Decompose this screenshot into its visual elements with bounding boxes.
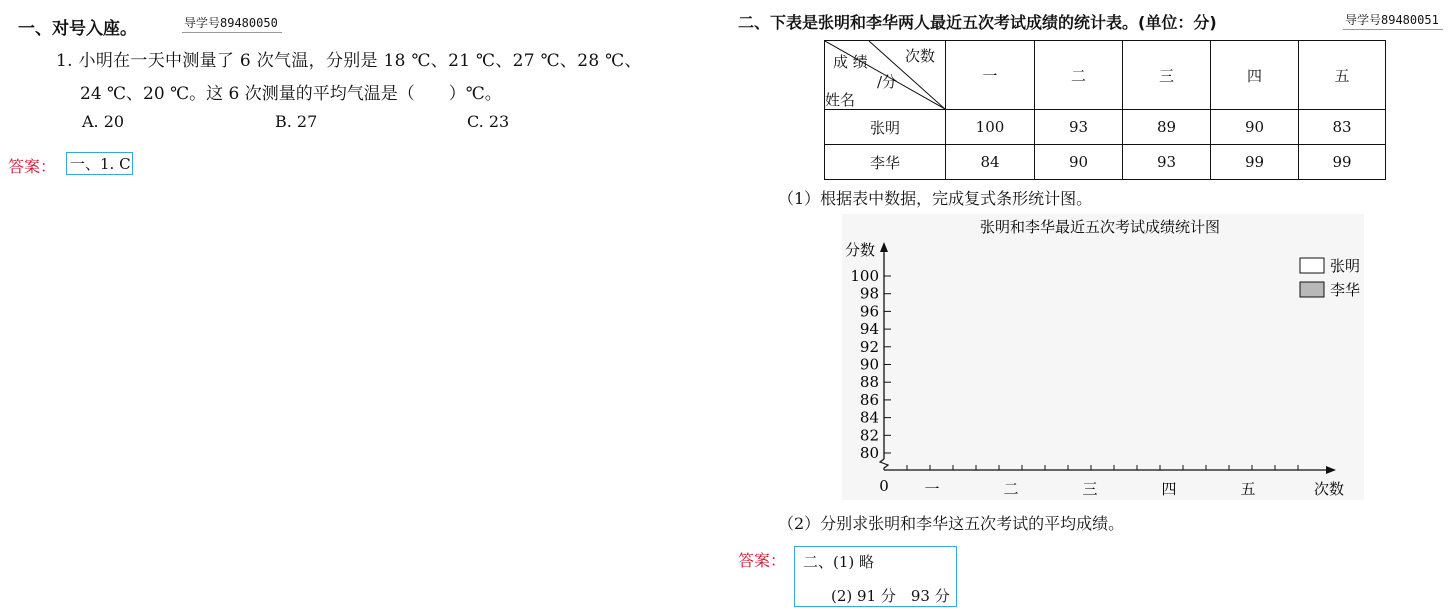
answer-line-1: 二、(1) 略 [803,553,875,571]
x-axis-label: 次数 [1313,480,1345,498]
score-cell: 84 [946,145,1035,180]
answer-label-2: 答案： [738,551,787,570]
score-cell: 99 [1211,145,1299,180]
y-tick-label: 90 [859,355,879,374]
column-header: 二 [1035,41,1123,110]
y-tick-label: 88 [859,373,879,392]
row-name: 张明 [825,110,946,145]
question-1-line1: 1. 小明在一天中测量了 6 次气温，分别是 18 ℃、21 ℃、27 ℃、28 ℃、 [56,51,642,71]
corner-label-score: 成 绩 [833,53,868,71]
y-tick-label: 84 [859,408,879,427]
origin-label: 0 [879,477,889,495]
x-tick-label: 五 [1240,480,1256,498]
score-cell: 90 [1035,145,1123,180]
chart-background [842,214,1364,500]
answer-label-1: 答案： [8,157,57,176]
table-row [825,110,1386,145]
score-cell: 100 [946,110,1035,145]
guide-number-1: 导学号89480050 [182,14,282,33]
table-row [825,145,1386,180]
legend-label: 张明 [1330,257,1361,275]
score-cell: 93 [1035,110,1123,145]
score-cell: 90 [1211,110,1299,145]
guide-number-2: 导学号89480051 [1343,11,1443,30]
x-tick-label: 二 [1003,480,1019,498]
column-header: 五 [1299,41,1386,110]
y-axis-label: 分数 [844,241,876,259]
score-cell: 83 [1299,110,1386,145]
answer-box-1 [66,152,133,175]
answer-box-2 [794,546,957,607]
table-header-row [825,41,1386,110]
score-table [824,40,1386,180]
x-tick-label: 四 [1161,480,1177,498]
option-a: A. 20 [82,112,125,131]
x-tick-label: 三 [1082,480,1098,498]
option-b: B. 27 [275,112,318,131]
chart-title: 张明和李华最近五次考试成绩统计图 [979,218,1221,236]
score-cell: 99 [1299,145,1386,180]
corner-label-times: 次数 [905,47,936,65]
y-tick-label: 100 [850,267,879,285]
answer-text-1: 一、1. C [70,155,131,173]
corner-label-name: 姓名 [825,91,856,109]
table-corner-cell [825,41,946,110]
row-name: 李华 [825,145,946,180]
y-tick-label: 92 [859,337,879,356]
question-2-1: （1）根据表中数据，完成复式条形统计图。 [778,189,1093,208]
column-header: 三 [1123,41,1211,110]
y-tick-label: 94 [859,320,879,339]
y-tick-label: 96 [859,302,879,321]
corner-label-unit: /分 [877,73,898,91]
answer-line-2: (2) 91 分 93 分 [831,587,950,605]
score-cell: 89 [1123,110,1211,145]
y-tick-label: 80 [859,444,879,462]
question-1-line2: 24 ℃、20 ℃。这 6 次测量的平均气温是（ ）℃。 [80,84,502,104]
score-cell: 93 [1123,145,1211,180]
x-tick-label: 一 [924,480,940,498]
y-tick-label: 82 [859,426,879,445]
option-c: C. 23 [467,112,510,131]
legend-label: 李华 [1330,281,1361,299]
section1-heading: 一、对号入座。 [18,19,137,39]
column-header: 四 [1211,41,1299,110]
column-header: 一 [946,41,1035,110]
section2-heading: 二、下表是张明和李华两人最近五次考试成绩的统计表。(单位：分) [738,13,1217,32]
y-tick-label: 98 [859,284,879,303]
question-2-2: （2）分别求张明和李华这五次考试的平均成绩。 [778,514,1125,533]
y-tick-label: 86 [859,390,879,409]
